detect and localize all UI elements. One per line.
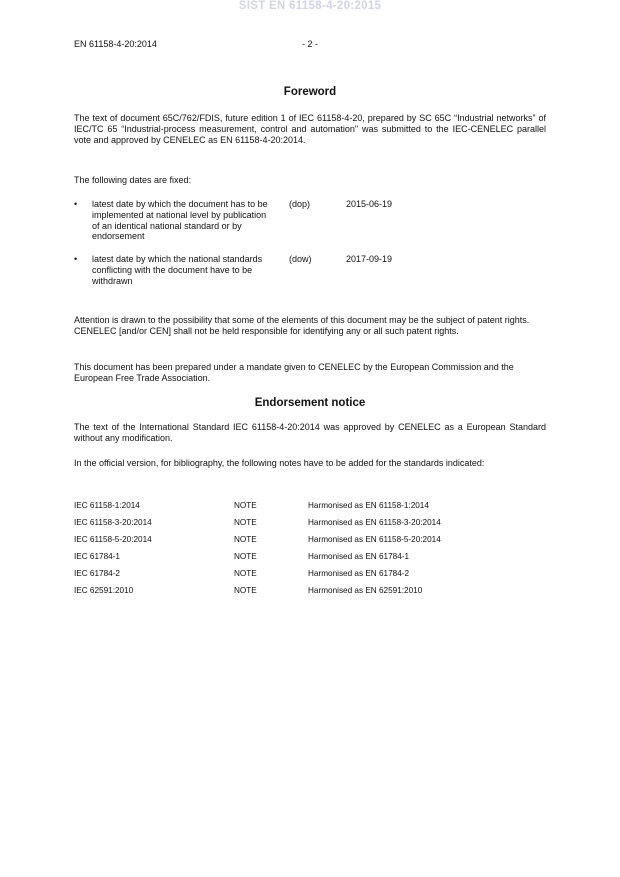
table-row <box>74 552 554 564</box>
foreword-intro: The text of document 65C/762/FDIS, future edition 1 of IEC 61158-4-20, prepared by SC 65C “Industrial networks” of IEC/TC 65 “Industrial-process measurement, control and automation" was submitted to the IEC-CENELEC parallel vote and approved by CENELEC as EN 61158-4-20:2014. <box>74 113 546 145</box>
harmonised-as: Harmonised as EN 61784-2 <box>308 569 410 578</box>
note-label: NOTE <box>234 518 257 527</box>
table-row <box>74 518 554 530</box>
endorsement-title: Endorsement notice <box>254 397 366 409</box>
watermark: SIST EN 61158-4-20:2015 <box>238 0 382 12</box>
bullet-icon: • <box>74 254 78 264</box>
date-item-text: latest date by which the document has to be implemented at national level by publication of an identical national standard or by endorsement <box>92 199 268 242</box>
bullet-icon: • <box>74 199 78 209</box>
header-page-number: - 2 - <box>301 39 318 49</box>
foreword-title: Foreword <box>283 86 337 98</box>
note-label: NOTE <box>234 501 257 510</box>
table-row <box>74 586 554 598</box>
note-label: NOTE <box>234 569 257 578</box>
date-item-date: 2015-06-19 <box>346 199 393 209</box>
mandate-statement: This document has been prepared under a mandate given to CENELEC by the European Commission and the European Free Trade Association. <box>74 362 514 383</box>
date-item-code: (dow) <box>289 254 312 264</box>
harmonised-as: Harmonised as EN 61158-1:2014 <box>308 501 429 510</box>
header-doc-id: EN 61158-4-20:2014 <box>74 39 157 49</box>
harmonised-as: Harmonised as EN 62591:2010 <box>308 586 423 595</box>
note-label: NOTE <box>234 552 257 561</box>
harmonised-as: Harmonised as EN 61158-5-20:2014 <box>308 535 441 544</box>
iec-standard: IEC 61784-2 <box>74 569 120 578</box>
table-row <box>74 501 554 513</box>
harmonised-as: Harmonised as EN 61158-3-20:2014 <box>308 518 441 527</box>
patent-notice: Attention is drawn to the possibility that some of the elements of this document may be the subject of patent rights. CENELEC [and/or CEN] shall not be held responsible for identifying any or all such patent rights. <box>74 315 530 336</box>
endorsement-text: The text of the International Standard IEC 61158-4-20:2014 was approved by CENELEC as a European Standard without any modification. <box>74 422 546 443</box>
table-row <box>74 535 554 547</box>
iec-standard: IEC 61784-1 <box>74 552 120 561</box>
note-label: NOTE <box>234 586 257 595</box>
bibliography-intro: In the official version, for bibliography, the following notes have to be added for the standards indicated: <box>74 458 485 468</box>
note-label: NOTE <box>234 535 257 544</box>
iec-standard: IEC 61158-1:2014 <box>74 501 140 510</box>
dates-intro: The following dates are fixed: <box>74 175 192 185</box>
table-row <box>74 569 554 581</box>
date-item-code: (dop) <box>289 199 311 209</box>
date-item-text: latest date by which the national standards conflicting with the document have to be withdrawn <box>92 254 263 286</box>
iec-standard: IEC 61158-3-20:2014 <box>74 518 152 527</box>
iec-standard: IEC 61158-5-20:2014 <box>74 535 152 544</box>
harmonised-as: Harmonised as EN 61784-1 <box>308 552 410 561</box>
iec-standard: IEC 62591:2010 <box>74 586 134 595</box>
date-item-date: 2017-09-19 <box>346 254 393 264</box>
